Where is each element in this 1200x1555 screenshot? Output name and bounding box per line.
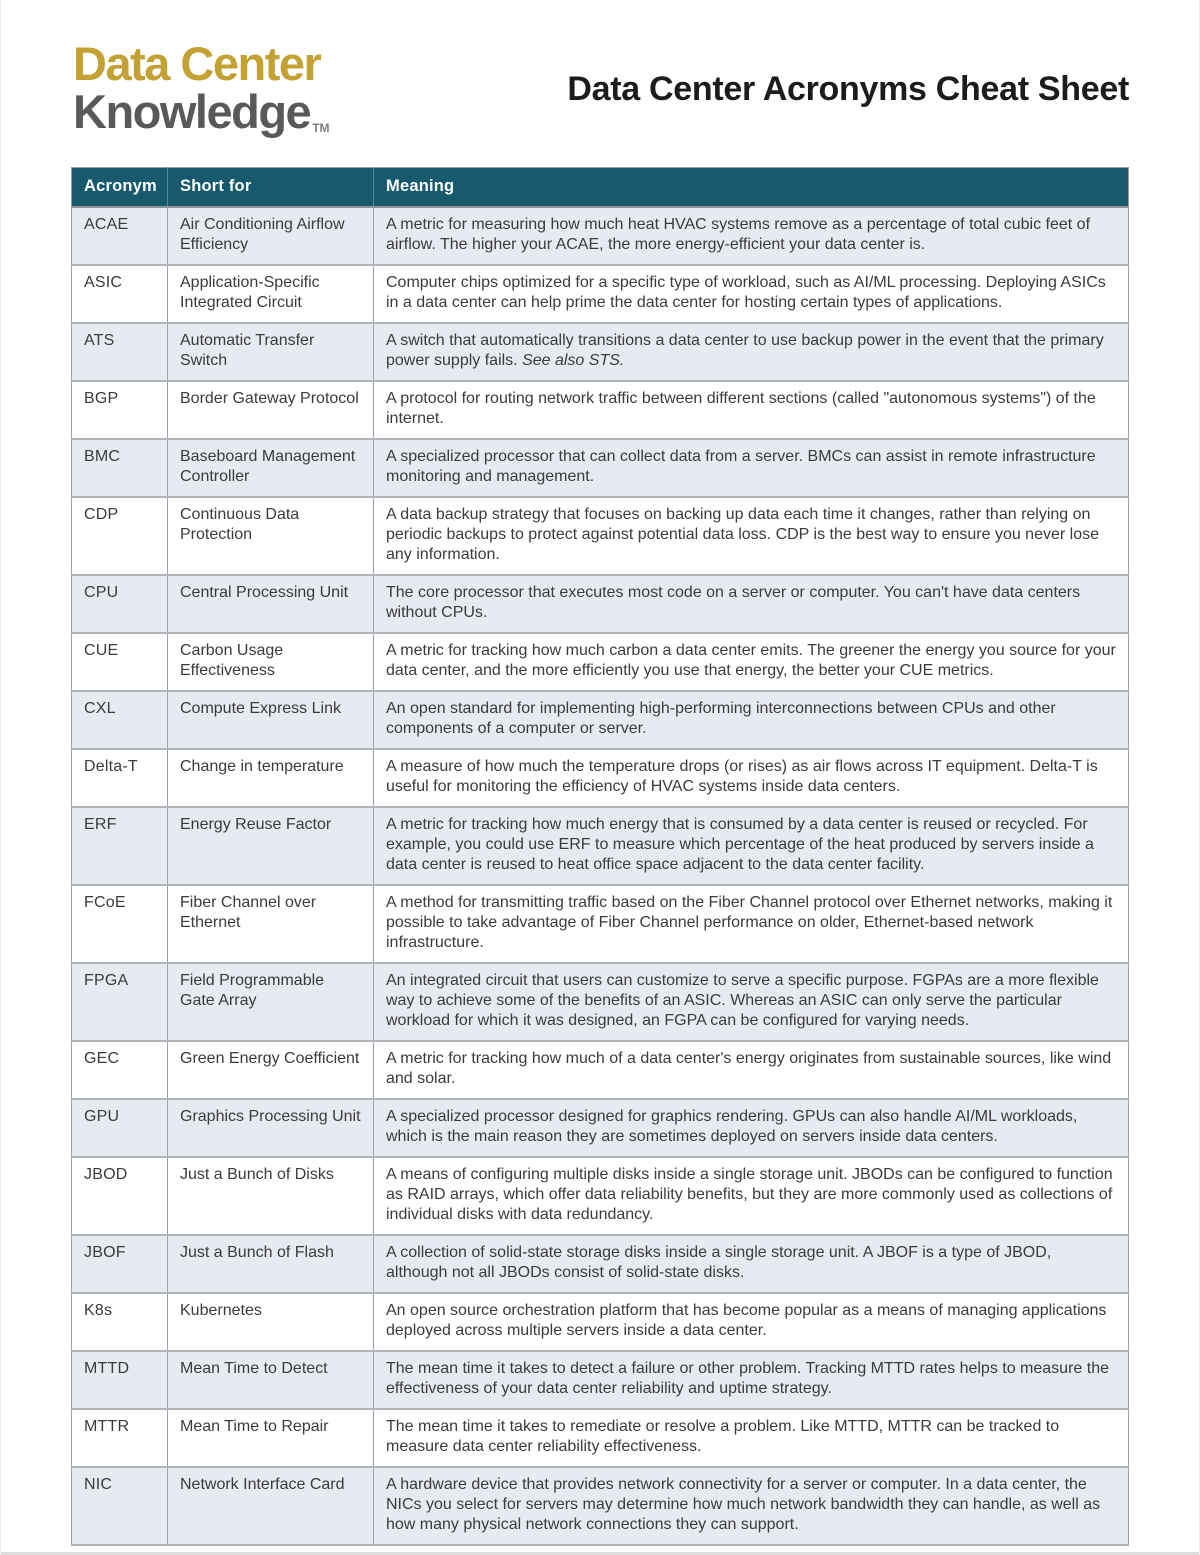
table-row xyxy=(72,1235,1129,1293)
meaning-cell xyxy=(374,439,1129,497)
trademark-mark: TM xyxy=(312,120,330,135)
meaning-text: A metric for measuring how much heat HVAC systems remove as a percentage of total cubic feet of airflow. The higher your ACAE, the more energy-efficient your data center is. xyxy=(386,215,1091,253)
short-for-cell: Automatic Transfer Switch xyxy=(168,323,374,381)
short-for-cell: Just a Bunch of Disks xyxy=(168,1157,374,1235)
acronyms-table xyxy=(71,167,1129,1546)
acronym-cell: GPU xyxy=(72,1099,168,1157)
short-for-cell: Continuous Data Protection xyxy=(168,497,374,575)
meaning-cell xyxy=(374,1409,1129,1467)
table-row xyxy=(72,439,1129,497)
short-for-cell: Application-Specific Integrated Circuit xyxy=(168,265,374,323)
logo-line1: Data Center xyxy=(73,37,321,90)
meaning-text: An open source orchestration platform that has become popular as a means of managing applications deployed across multiple servers inside a data center. xyxy=(386,1301,1107,1339)
meaning-cell xyxy=(374,1235,1129,1293)
brand-logo xyxy=(73,37,330,138)
acronym-cell: CPU xyxy=(72,575,168,633)
short-for-cell: Green Energy Coefficient xyxy=(168,1041,374,1099)
table-row xyxy=(72,323,1129,381)
meaning-cell xyxy=(374,575,1129,633)
table-row xyxy=(72,1409,1129,1467)
acronym-cell: JBOD xyxy=(72,1157,168,1235)
table-container xyxy=(71,167,1129,1546)
short-for-cell: Just a Bunch of Flash xyxy=(168,1235,374,1293)
logo-line2 xyxy=(73,84,330,138)
column-header-acronym: Acronym xyxy=(72,167,168,207)
short-for-cell: Air Conditioning Airflow Efficiency xyxy=(168,207,374,265)
table-row xyxy=(72,1157,1129,1235)
acronym-cell: GEC xyxy=(72,1041,168,1099)
acronym-cell: FPGA xyxy=(72,963,168,1041)
acronym-cell: NIC xyxy=(72,1467,168,1545)
acronym-cell: BMC xyxy=(72,439,168,497)
table-header-row xyxy=(72,167,1129,207)
table-row xyxy=(72,807,1129,885)
meaning-text: A data backup strategy that focuses on backing up data each time it changes, rather than relying on periodic backups to protect against potential data loss. CDP is the best way to ensure you never lose any information. xyxy=(386,505,1099,563)
meaning-text: An integrated circuit that users can customize to serve a specific purpose. FGPAs are a more flexible way to achieve some of the benefits of an ASIC. Whereas an ASIC can only serve the particular workload for which it was designed, an FGPA can be configured for varying needs. xyxy=(386,971,1099,1029)
short-for-cell: Baseboard Management Controller xyxy=(168,439,374,497)
meaning-cell xyxy=(374,749,1129,807)
meaning-cell xyxy=(374,885,1129,963)
table-row xyxy=(72,265,1129,323)
acronym-cell: Delta-T xyxy=(72,749,168,807)
meaning-cell xyxy=(374,207,1129,265)
meaning-text: A metric for tracking how much carbon a data center emits. The greener the energy you source for your data center, and the more efficiently you use that energy, the better your CUE metrics. xyxy=(386,641,1116,679)
meaning-text: A switch that automatically transitions a data center to use backup power in the event that the primary power supply fails. xyxy=(386,331,1104,369)
short-for-cell: Change in temperature xyxy=(168,749,374,807)
meaning-cell xyxy=(374,807,1129,885)
meaning-note: See also STS. xyxy=(522,351,625,369)
acronym-cell: FCoE xyxy=(72,885,168,963)
column-header-short-for: Short for xyxy=(168,167,374,207)
meaning-cell xyxy=(374,633,1129,691)
acronym-cell: JBOF xyxy=(72,1235,168,1293)
acronym-cell: ATS xyxy=(72,323,168,381)
meaning-cell xyxy=(374,497,1129,575)
acronym-cell: MTTD xyxy=(72,1351,168,1409)
meaning-cell xyxy=(374,963,1129,1041)
page-header xyxy=(1,0,1199,136)
acronym-cell: BGP xyxy=(72,381,168,439)
acronym-cell: K8s xyxy=(72,1293,168,1351)
meaning-cell xyxy=(374,1157,1129,1235)
table-row xyxy=(72,497,1129,575)
meaning-cell xyxy=(374,691,1129,749)
meaning-text: A specialized processor that can collect data from a server. BMCs can assist in remote infrastructure monitoring and management. xyxy=(386,447,1096,485)
meaning-text: The mean time it takes to detect a failure or other problem. Tracking MTTD rates helps to measure the effectiveness of your data center reliability and uptime strategy. xyxy=(386,1359,1109,1397)
meaning-text: The mean time it takes to remediate or resolve a problem. Like MTTD, MTTR can be tracked to measure data center reliability effectiveness. xyxy=(386,1417,1060,1455)
short-for-cell: Network Interface Card xyxy=(168,1467,374,1545)
acronym-cell: ASIC xyxy=(72,265,168,323)
page-title: Data Center Acronyms Cheat Sheet xyxy=(567,70,1129,108)
meaning-text: A measure of how much the temperature drops (or rises) as air flows across IT equipment. Delta-T is useful for monitoring the efficiency of HVAC systems inside data centers. xyxy=(386,757,1098,795)
table-row xyxy=(72,207,1129,265)
meaning-text: The core processor that executes most code on a server or computer. You can't have data centers without CPUs. xyxy=(386,583,1081,621)
table-row xyxy=(72,1099,1129,1157)
meaning-text: A hardware device that provides network connectivity for a server or computer. In a data center, the NICs you select for servers may determine how much network bandwidth they can handle, as well as how many physical network connections they can support. xyxy=(386,1475,1101,1533)
acronym-cell: CDP xyxy=(72,497,168,575)
meaning-cell xyxy=(374,381,1129,439)
table-row xyxy=(72,1351,1129,1409)
meaning-cell xyxy=(374,1467,1129,1545)
meaning-cell xyxy=(374,323,1129,381)
table-row xyxy=(72,1041,1129,1099)
meaning-cell xyxy=(374,1293,1129,1351)
logo-line2-text: Knowledge xyxy=(73,84,311,138)
short-for-cell: Field Programmable Gate Array xyxy=(168,963,374,1041)
column-header-meaning: Meaning xyxy=(374,167,1129,207)
short-for-cell: Carbon Usage Effectiveness xyxy=(168,633,374,691)
table-row xyxy=(72,691,1129,749)
acronym-cell: MTTR xyxy=(72,1409,168,1467)
short-for-cell: Kubernetes xyxy=(168,1293,374,1351)
short-for-cell: Mean Time to Repair xyxy=(168,1409,374,1467)
meaning-text: A metric for tracking how much of a data center's energy originates from sustainable sources, like wind and solar. xyxy=(386,1049,1112,1087)
short-for-cell: Mean Time to Detect xyxy=(168,1351,374,1409)
table-row xyxy=(72,1293,1129,1351)
acronym-cell: CUE xyxy=(72,633,168,691)
meaning-text: A protocol for routing network traffic between different sections (called "autonomous systems") of the internet. xyxy=(386,389,1096,427)
meaning-text: A collection of solid-state storage disks inside a single storage unit. A JBOF is a type of JBOD, although not all JBODs consist of solid-state disks. xyxy=(386,1243,1052,1281)
short-for-cell: Central Processing Unit xyxy=(168,575,374,633)
short-for-cell: Border Gateway Protocol xyxy=(168,381,374,439)
meaning-cell xyxy=(374,1099,1129,1157)
table-row xyxy=(72,963,1129,1041)
acronym-cell: ACAE xyxy=(72,207,168,265)
table-row xyxy=(72,381,1129,439)
meaning-text: A specialized processor designed for graphics rendering. GPUs can also handle AI/ML workloads, which is the main reason they are sometimes deployed on servers inside data centers. xyxy=(386,1107,1078,1145)
acronym-cell: ERF xyxy=(72,807,168,885)
meaning-text: A means of configuring multiple disks inside a single storage unit. JBODs can be configured to function as RAID arrays, which offer data reliability benefits, but they are more commonly used as collections of individual disks with data redundancy. xyxy=(386,1165,1113,1223)
short-for-cell: Fiber Channel over Ethernet xyxy=(168,885,374,963)
table-row xyxy=(72,885,1129,963)
meaning-cell xyxy=(374,1041,1129,1099)
meaning-text: A method for transmitting traffic based on the Fiber Channel protocol over Ethernet networks, making it possible to take advantage of Fiber Channel performance on older, Ethernet-based network infrastructure. xyxy=(386,893,1113,951)
short-for-cell: Graphics Processing Unit xyxy=(168,1099,374,1157)
meaning-text: Computer chips optimized for a specific type of workload, such as AI/ML processing. Deploying ASICs in a data center can help prime the data center for hosting certain types of applications. xyxy=(386,273,1106,311)
short-for-cell: Compute Express Link xyxy=(168,691,374,749)
short-for-cell: Energy Reuse Factor xyxy=(168,807,374,885)
table-row xyxy=(72,1467,1129,1545)
meaning-text: An open standard for implementing high-performing interconnections between CPUs and other components of a computer or server. xyxy=(386,699,1056,737)
table-row xyxy=(72,749,1129,807)
table-row xyxy=(72,575,1129,633)
meaning-text: A metric for tracking how much energy that is consumed by a data center is reused or recycled. For example, you could use ERF to measure which percentage of the heat produced by servers inside a data center is reused to heat office space adjacent to the data center facility. xyxy=(386,815,1094,873)
acronym-cell: CXL xyxy=(72,691,168,749)
table-body xyxy=(72,207,1129,1545)
meaning-cell xyxy=(374,265,1129,323)
meaning-cell xyxy=(374,1351,1129,1409)
table-row xyxy=(72,633,1129,691)
